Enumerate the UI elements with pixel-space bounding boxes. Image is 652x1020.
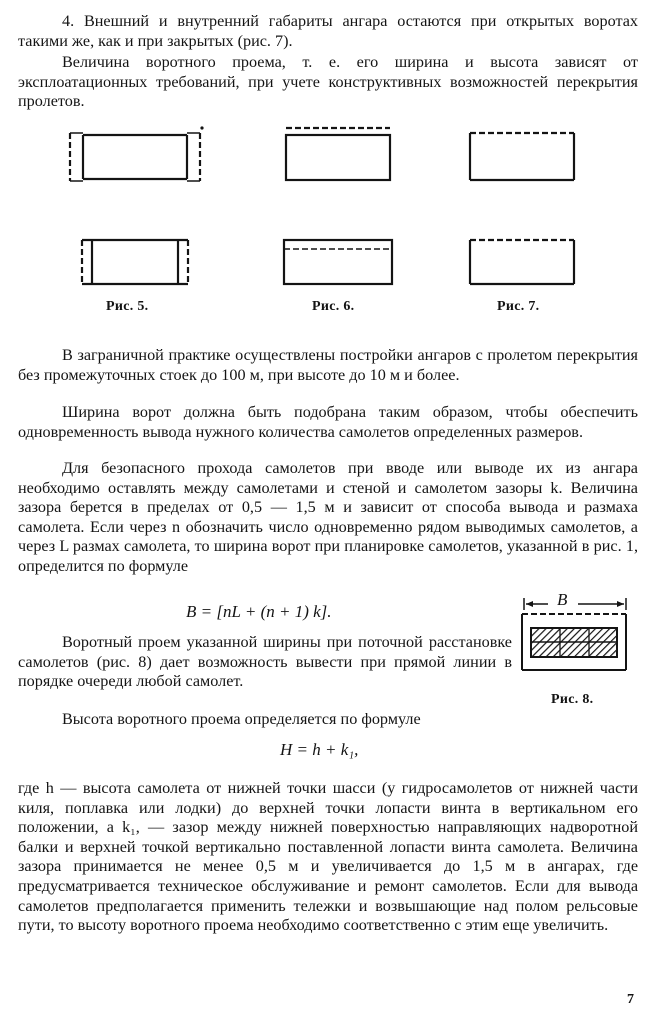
figure-8-dimension-label: B (557, 590, 568, 609)
paragraph-3: В заграничной практике осуществлены постройки ангаров с пролетом перекрытия без промежуточных стоек до 100 м, при высоте до 10 м и более. (18, 346, 638, 384)
paragraph-1: 4. Внешний и внутренний габариты ангара остаются при открытых воротах такими же, как и при закрытых (рис. 7). (18, 12, 638, 50)
figure-8-caption: Рис. 8. (551, 692, 594, 707)
formula-height: H = h + k₁, (280, 740, 359, 759)
page-number: 7 (627, 992, 634, 1007)
paragraph-2: Величина воротного проема, т. е. его ширина и высота зависят от эксплоатационных требований, при учете конструктивных возможностей перекрытия пролетов. (18, 53, 638, 111)
figure-6-caption: Рис. 6. (312, 299, 355, 314)
figure-7-caption: Рис. 7. (497, 299, 540, 314)
paragraph-4: Ширина ворот должна быть подобрана таким образом, чтобы обеспечить одновременность вывода нужного количества самолетов определенных размеров. (18, 403, 638, 441)
formula-width: B = [nL + (n + 1) k]. (186, 602, 332, 621)
paragraph-6: Воротный проем указанной ширины при поточной расстановке самолетов (рис. 8) дает возможность вывести при прямой линии в порядке очереди любой самолет. (18, 633, 512, 691)
paragraph-5: Для безопасного прохода самолетов при вводе или выводе их из ангара необходимо оставлять между самолетами и стеной и самолетом зазоры k. Величина зазора берется в пределах от 0,5 — 1,5 м и зависит от способа вывода и размаха самолета. Если через n обозначить число одновременно рядом выводимых самолетов, а через L размах самолета, то ширина ворот при планировке самолетов, указанной в рис. 1, определится по формуле (18, 459, 638, 575)
paragraph-8: где h — высота самолета от нижней точки шасси (у гидросамолетов от нижней части киля, поплавка или лодки) до верхней точки лопасти винта в вертикальном его положении, а k₁, — зазор между нижней поверхностью направляющих надворотной балки и верхней точкой вертикально поставленной лопасти винта самолета. Величина зазора принимается не менее 0,5 м и увеличивается до 1,5 м в ангарах, где предусматривается техническое обслуживание и ремонт самолетов. Если для вывода самолетов предполагается применить тележки и возвышающие над полом рельсовые пути, то высоту воротного проема необходимо соответственно с этим еще увеличить. (18, 779, 638, 935)
paragraph-7: Высота воротного проема определяется по формуле (62, 710, 421, 728)
figure-5-caption: Рис. 5. (106, 299, 149, 314)
